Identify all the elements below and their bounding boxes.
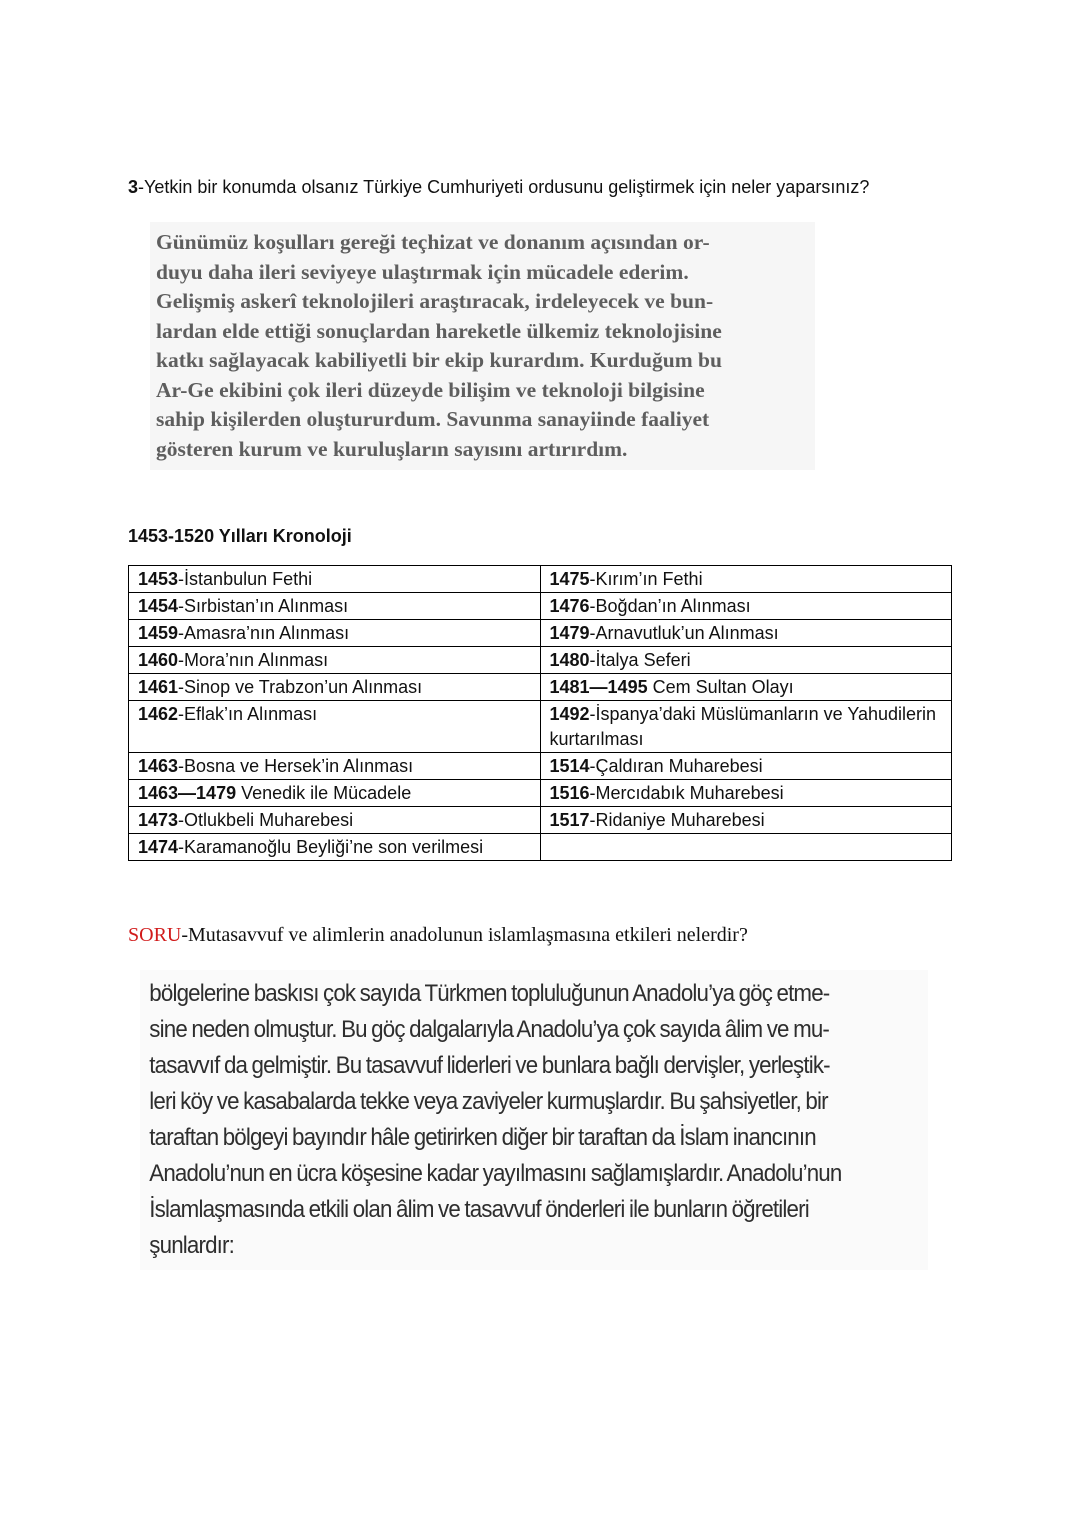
- chronology-title: 1453-1520 Yılları Kronoloji: [128, 526, 352, 546]
- chronology-cell-right: [540, 807, 952, 834]
- chronology-cell-left: [129, 807, 541, 834]
- answer-3-line: lardan elde ettiği sonuçlardan hareketle ülkemiz teknolojisine: [156, 318, 722, 343]
- chronology-cell-right: [540, 620, 952, 647]
- chronology-cell-left: [129, 780, 541, 807]
- soru-question: [128, 922, 988, 948]
- event-text: -İtalya Seferi: [589, 650, 691, 670]
- soru-answer-line: şunlardır:: [149, 1232, 234, 1259]
- chronology-cell-right: [540, 834, 952, 861]
- event-text: -Mora’nın Alınması: [178, 650, 329, 670]
- event-text: -Ridaniye Muharebesi: [589, 810, 765, 830]
- event-year: 1517: [549, 810, 590, 830]
- event-year: 1476: [549, 596, 590, 616]
- event-text: -Mercıdabık Muharebesi: [589, 783, 784, 803]
- question-number: 3: [128, 177, 139, 197]
- chronology-row: [129, 674, 952, 701]
- event-year: 1460: [138, 650, 179, 670]
- chronology-cell-right: [540, 593, 952, 620]
- answer-3-line: Günümüz koşulları gereği teçhizat ve donanım açısından or-: [156, 230, 710, 254]
- chronology-cell-left: [129, 753, 541, 780]
- soru-text: -Mutasavvuf ve alimlerin anadolunun islamlaşmasına etkileri nelerdir?: [181, 924, 748, 946]
- event-year: 1463: [138, 756, 179, 776]
- soru-answer-line: Anadolu’nun en ücra köşesine kadar yayılmasını sağlamışlardır. Anadolu’nun: [149, 1160, 842, 1187]
- chronology-cell-left: [129, 566, 541, 593]
- chronology-cell-left: [129, 647, 541, 674]
- event-year: 1459: [138, 623, 179, 643]
- answer-3-line: duyu daha ileri seviyeye ulaştırmak için mücadele ederim.: [156, 259, 689, 284]
- event-text: -İstanbulun Fethi: [178, 569, 313, 589]
- soru-answer-line: leri köy ve kasabalarda tekke veya zaviyeler kurmuşlardır. Bu şahsiyetler, bir: [149, 1088, 828, 1115]
- answer-3-line: Gelişmiş askerî teknolojileri araştıracak, irdeleyecek ve bun-: [156, 289, 714, 313]
- event-year: 1481—1495: [549, 677, 648, 697]
- chronology-cell-left: [129, 593, 541, 620]
- event-year: 1492: [549, 704, 590, 724]
- event-year: 1473: [138, 810, 179, 830]
- question-text: -Yetkin bir konumda olsanız Türkiye Cumhuriyeti ordusunu geliştirmek için neler yaparsınız?: [138, 177, 870, 197]
- chronology-row: [129, 620, 952, 647]
- event-year: 1453: [138, 569, 179, 589]
- event-year: 1475: [549, 569, 590, 589]
- soru-answer-line: taraftan bölgeyi bayındır hâle getirirken diğer bir taraftan da İslam inancının: [149, 1124, 816, 1151]
- soru-answer-scanned-image: [140, 970, 928, 1270]
- event-text: -Sinop ve Trabzon’un Alınması: [178, 677, 423, 697]
- chronology-row: [129, 701, 952, 753]
- chronology-row: [129, 780, 952, 807]
- soru-answer-text: [140, 970, 936, 1264]
- chronology-cell-right: [540, 780, 952, 807]
- answer-3-line: gösteren kurum ve kuruluşların sayısını artırırdım.: [156, 436, 628, 461]
- soru-label: SORU: [128, 924, 182, 946]
- chronology-cell-left: [129, 674, 541, 701]
- event-year: 1516: [549, 783, 590, 803]
- chronology-row: [129, 647, 952, 674]
- chronology-cell-right: [540, 753, 952, 780]
- event-text: -Arnavutluk’un Alınması: [589, 623, 779, 643]
- event-year: 1474: [138, 837, 179, 857]
- answer-3-line: sahip kişilerden oluştururdum. Savunma sanayiinde faaliyet: [156, 407, 710, 431]
- event-text: -İspanya’daki Müslümanların ve Yahudilerin kurtarılması: [549, 704, 937, 749]
- chronology-cell-left: [129, 620, 541, 647]
- chronology-cell-right: [540, 566, 952, 593]
- answer-3-text: [150, 222, 815, 464]
- chronology-cell-left: [129, 834, 541, 861]
- chronology-row: [129, 807, 952, 834]
- soru-answer-line: tasavvıf da gelmiştir. Bu tasavvuf liderleri ve bunlara bağlı dervişler, yerleştik-: [149, 1052, 830, 1079]
- chronology-row: [129, 566, 952, 593]
- chronology-cell-right: [540, 701, 952, 753]
- event-year: 1454: [138, 596, 179, 616]
- event-text: -Çaldıran Muharebesi: [589, 756, 763, 776]
- event-text: -Boğdan’ın Alınması: [589, 596, 751, 616]
- event-year: 1462: [138, 704, 179, 724]
- answer-3-line: Ar-Ge ekibini çok ileri düzeyde bilişim ve teknoloji bilgisine: [156, 377, 705, 402]
- answer-3-line: katkı sağlayacak kabiliyetli bir ekip kurardım. Kurduğum bu: [156, 348, 722, 372]
- event-text: -Kırım’ın Fethi: [589, 569, 703, 589]
- chronology-row: [129, 834, 952, 861]
- event-text: -Otlukbeli Muharebesi: [178, 810, 354, 830]
- event-text: Venedik ile Mücadele: [236, 783, 412, 803]
- soru-answer-line: sine neden olmuştur. Bu göç dalgalarıyla Anadolu’ya çok sayıda âlim ve mu-: [149, 1016, 829, 1043]
- event-year: 1480: [549, 650, 590, 670]
- soru-answer-line: bölgelerine baskısı çok sayıda Türkmen topluluğunun Anadolu’ya göç etme-: [149, 980, 830, 1007]
- event-text: -Amasra’nın Alınması: [178, 623, 350, 643]
- chronology-row: [129, 593, 952, 620]
- chronology-row: [129, 753, 952, 780]
- soru-answer-line: İslamlaşmasında etkili olan âlim ve tasavvuf önderleri ile bunların öğretileri: [149, 1196, 809, 1223]
- event-year: 1463—1479: [138, 783, 237, 803]
- event-text: -Sırbistan’ın Alınması: [178, 596, 349, 616]
- event-year: 1461: [138, 677, 179, 697]
- chronology-table: [128, 565, 952, 861]
- chronology-cell-right: [540, 647, 952, 674]
- question-3: [128, 175, 988, 199]
- event-text: -Karamanoğlu Beyliği’ne son verilmesi: [178, 837, 484, 857]
- event-text: -Bosna ve Hersek’in Alınması: [178, 756, 414, 776]
- event-year: 1479: [549, 623, 590, 643]
- event-year: 1514: [549, 756, 590, 776]
- answer-3-scanned-image: [150, 222, 815, 470]
- chronology-cell-left: [129, 701, 541, 753]
- event-text: -Eflak’ın Alınması: [178, 704, 318, 724]
- chronology-cell-right: [540, 674, 952, 701]
- event-text: Cem Sultan Olayı: [647, 677, 794, 697]
